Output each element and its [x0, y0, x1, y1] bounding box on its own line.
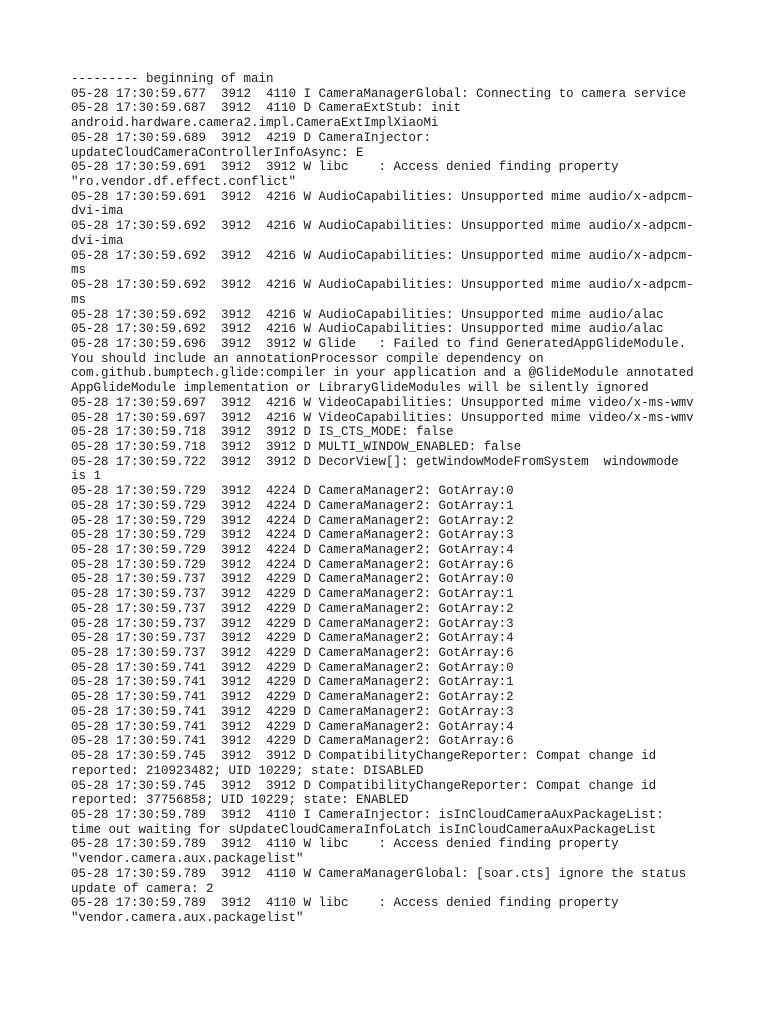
log-line: com.github.bumptech.glide:compiler in your application and a @GlideModule annotated	[71, 366, 694, 381]
log-line: 05-28 17:30:59.697 3912 4216 W VideoCapabilities: Unsupported mime video/x-ms-wmv	[71, 395, 694, 410]
log-line: 05-28 17:30:59.741 3912 4229 D CameraManager2: GotArray:6	[71, 734, 514, 749]
log-line: android.hardware.camera2.impl.CameraExtImplXiaoMi	[71, 116, 439, 131]
log-line: 05-28 17:30:59.789 3912 4110 W libc : Access denied finding property	[71, 837, 619, 852]
log-line: 05-28 17:30:59.729 3912 4224 D CameraManager2: GotArray:4	[71, 543, 514, 557]
log-line: 05-28 17:30:59.741 3912 4229 D CameraManager2: GotArray:0	[71, 660, 514, 675]
log-line: 05-28 17:30:59.745 3912 3912 D CompatibilityChangeReporter: Compat change id	[71, 749, 657, 764]
log-line: 05-28 17:30:59.741 3912 4229 D CameraManager2: GotArray:1	[71, 675, 514, 690]
log-text-block	[71, 72, 711, 926]
log-line: 05-28 17:30:59.741 3912 4229 D CameraManager2: GotArray:3	[71, 704, 514, 719]
log-line: 05-28 17:30:59.677 3912 4110 I CameraManagerGlobal: Connecting to camera service	[71, 86, 687, 101]
log-line: time out waiting for sUpdateCloudCameraInfoLatch isInCloudCameraAuxPackageList	[71, 822, 657, 837]
log-line: 05-28 17:30:59.737 3912 4229 D CameraManager2: GotArray:0	[71, 572, 514, 587]
log-line: --------- beginning of main	[71, 72, 274, 86]
log-line: 05-28 17:30:59.789 3912 4110 I CameraInjector: isInCloudCameraAuxPackageList:	[71, 807, 664, 822]
log-line: dvi-ima	[71, 204, 124, 219]
log-line: AppGlideModule implementation or LibraryGlideModules will be silently ignored	[71, 381, 649, 396]
log-line: 05-28 17:30:59.692 3912 4216 W AudioCapabilities: Unsupported mime audio/x-adpcm-	[71, 219, 694, 234]
log-line: ms	[71, 292, 87, 307]
log-line: 05-28 17:30:59.737 3912 4229 D CameraManager2: GotArray:2	[71, 601, 514, 616]
log-line: 05-28 17:30:59.789 3912 4110 W CameraManagerGlobal: [soar.cts] ignore the status	[71, 866, 687, 881]
log-line: reported: 37756858; UID 10229; state: ENABLED	[71, 793, 409, 808]
log-line: 05-28 17:30:59.692 3912 4216 W AudioCapabilities: Unsupported mime audio/x-adpcm-	[71, 248, 694, 263]
log-line: 05-28 17:30:59.737 3912 4229 D CameraManager2: GotArray:3	[71, 616, 514, 631]
log-line: "ro.vendor.df.effect.conflict"	[71, 175, 297, 190]
log-line: 05-28 17:30:59.691 3912 4216 W AudioCapabilities: Unsupported mime audio/x-adpcm-	[71, 189, 694, 204]
log-line: updateCloudCameraControllerInfoAsync: E	[71, 145, 364, 160]
log-line: "vendor.camera.aux.packagelist"	[71, 910, 304, 925]
log-line: 05-28 17:30:59.689 3912 4219 D CameraInjector:	[71, 130, 432, 145]
log-line: 05-28 17:30:59.687 3912 4110 D CameraExtStub: init	[71, 101, 462, 116]
log-line: 05-28 17:30:59.696 3912 3912 W Glide : Failed to find GeneratedAppGlideModule.	[71, 336, 687, 351]
log-line: 05-28 17:30:59.697 3912 4216 W VideoCapabilities: Unsupported mime video/x-ms-wmv	[71, 410, 694, 425]
log-line: 05-28 17:30:59.729 3912 4224 D CameraManager2: GotArray:1	[71, 498, 514, 513]
log-line: 05-28 17:30:59.718 3912 3912 D IS_CTS_MODE: false	[71, 425, 454, 440]
log-line: 05-28 17:30:59.741 3912 4229 D CameraManager2: GotArray:4	[71, 719, 514, 734]
log-line: reported: 210923482; UID 10229; state: DISABLED	[71, 763, 424, 778]
log-line: is 1	[71, 469, 102, 484]
log-line: 05-28 17:30:59.729 3912 4224 D CameraManager2: GotArray:0	[71, 484, 514, 499]
log-line: 05-28 17:30:59.729 3912 4224 D CameraManager2: GotArray:6	[71, 557, 514, 572]
log-line: 05-28 17:30:59.692 3912 4216 W AudioCapabilities: Unsupported mime audio/alac	[71, 322, 664, 337]
log-line: You should include an annotationProcessor compile dependency on	[71, 351, 544, 366]
log-line: 05-28 17:30:59.691 3912 3912 W libc : Access denied finding property	[71, 160, 619, 175]
log-line: 05-28 17:30:59.741 3912 4229 D CameraManager2: GotArray:2	[71, 690, 514, 705]
log-line: 05-28 17:30:59.722 3912 3912 D DecorView[]: getWindowModeFromSystem windowmode	[71, 454, 679, 469]
log-line: 05-28 17:30:59.737 3912 4229 D CameraManager2: GotArray:4	[71, 631, 514, 646]
log-line: ms	[71, 263, 87, 278]
log-line: 05-28 17:30:59.745 3912 3912 D CompatibilityChangeReporter: Compat change id	[71, 778, 657, 793]
log-line: "vendor.camera.aux.packagelist"	[71, 852, 304, 867]
log-line: 05-28 17:30:59.729 3912 4224 D CameraManager2: GotArray:2	[71, 513, 514, 528]
log-line: 05-28 17:30:59.729 3912 4224 D CameraManager2: GotArray:3	[71, 528, 514, 543]
log-line: 05-28 17:30:59.737 3912 4229 D CameraManager2: GotArray:1	[71, 587, 514, 602]
log-line: dvi-ima	[71, 233, 124, 248]
log-line: update of camera: 2	[71, 881, 214, 896]
log-line: 05-28 17:30:59.789 3912 4110 W libc : Access denied finding property	[71, 896, 619, 911]
log-line: 05-28 17:30:59.692 3912 4216 W AudioCapabilities: Unsupported mime audio/x-adpcm-	[71, 278, 694, 293]
log-line: 05-28 17:30:59.718 3912 3912 D MULTI_WINDOW_ENABLED: false	[71, 439, 522, 454]
log-line: 05-28 17:30:59.692 3912 4216 W AudioCapabilities: Unsupported mime audio/alac	[71, 307, 664, 322]
log-line: 05-28 17:30:59.737 3912 4229 D CameraManager2: GotArray:6	[71, 646, 514, 661]
